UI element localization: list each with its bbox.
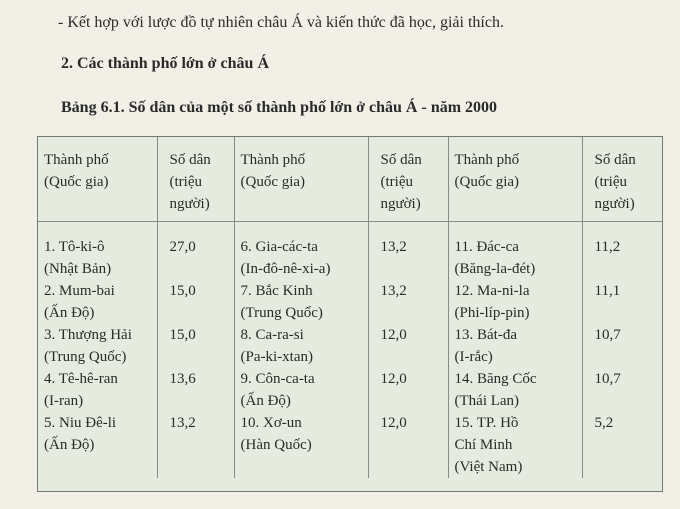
city-cell: 13. Bát-đa (I-rắc) bbox=[448, 324, 582, 368]
header-population: Số dân (triệu người) bbox=[368, 137, 448, 221]
table-row bbox=[38, 368, 662, 412]
city-cell: 7. Bắc Kinh (Trung Quốc) bbox=[234, 280, 368, 324]
population-cell: 5,2 bbox=[582, 412, 662, 478]
city-cell: 11. Đác-ca (Băng-la-đét) bbox=[448, 221, 582, 280]
header-city: Thành phố (Quốc gia) bbox=[448, 137, 582, 221]
population-cell: 13,2 bbox=[368, 221, 448, 280]
table-row bbox=[38, 412, 662, 478]
header-population: Số dân (triệu người) bbox=[157, 137, 234, 221]
city-cell: 1. Tô-ki-ô (Nhật Bản) bbox=[44, 238, 112, 277]
city-cell: 5. Niu Đê-li (Ấn Độ) bbox=[44, 414, 117, 453]
population-cell: 11,1 bbox=[582, 280, 662, 324]
section-heading: 2. Các thành phố lớn ở châu Á bbox=[61, 55, 269, 72]
population-cell: 12,0 bbox=[368, 324, 448, 368]
city-cell: 2. Mum-bai (Ấn Độ) bbox=[44, 282, 115, 321]
city-cell: 15. TP. Hồ Chí Minh (Việt Nam) bbox=[448, 412, 582, 478]
population-cell: 11,2 bbox=[582, 221, 662, 280]
population-cell: 15,0 bbox=[157, 324, 234, 368]
population-cell: 13,2 bbox=[368, 280, 448, 324]
city-cell: 10. Xơ-un (Hàn Quốc) bbox=[234, 412, 368, 478]
city-cell: 4. Tê-hê-ran (I-ran) bbox=[44, 370, 118, 409]
city-cell: 8. Ca-ra-si (Pa-ki-xtan) bbox=[234, 324, 368, 368]
population-cell: 27,0 bbox=[157, 221, 234, 280]
table-row bbox=[38, 280, 662, 324]
population-cell: 12,0 bbox=[368, 412, 448, 478]
population-cell: 10,7 bbox=[582, 324, 662, 368]
city-cell: 14. Băng Cốc (Thái Lan) bbox=[448, 368, 582, 412]
city-population-table bbox=[37, 136, 663, 492]
city-cell: 9. Côn-ca-ta (Ấn Độ) bbox=[234, 368, 368, 412]
header-city: Thành phố (Quốc gia) bbox=[38, 137, 157, 221]
table-header-row bbox=[38, 137, 662, 221]
table-row bbox=[38, 221, 662, 280]
city-cell: 12. Ma-ni-la (Phi-líp-pin) bbox=[448, 280, 582, 324]
population-cell: 15,0 bbox=[157, 280, 234, 324]
header-city: Thành phố (Quốc gia) bbox=[234, 137, 368, 221]
intro-text: - Kết hợp với lược đồ tự nhiên châu Á và kiến thức đã học, giải thích. bbox=[58, 14, 504, 31]
city-cell: 3. Thượng Hải (Trung Quốc) bbox=[44, 326, 132, 365]
table-caption: Bảng 6.1. Số dân của một số thành phố lớn ở châu Á - năm 2000 bbox=[61, 99, 498, 116]
header-population: Số dân (triệu người) bbox=[582, 137, 662, 221]
population-cell: 13,6 bbox=[157, 368, 234, 412]
city-cell: 6. Gia-các-ta (In-đô-nê-xi-a) bbox=[234, 221, 368, 280]
table-row bbox=[38, 324, 662, 368]
population-cell: 12,0 bbox=[368, 368, 448, 412]
population-cell: 13,2 bbox=[157, 412, 234, 478]
population-cell: 10,7 bbox=[582, 368, 662, 412]
